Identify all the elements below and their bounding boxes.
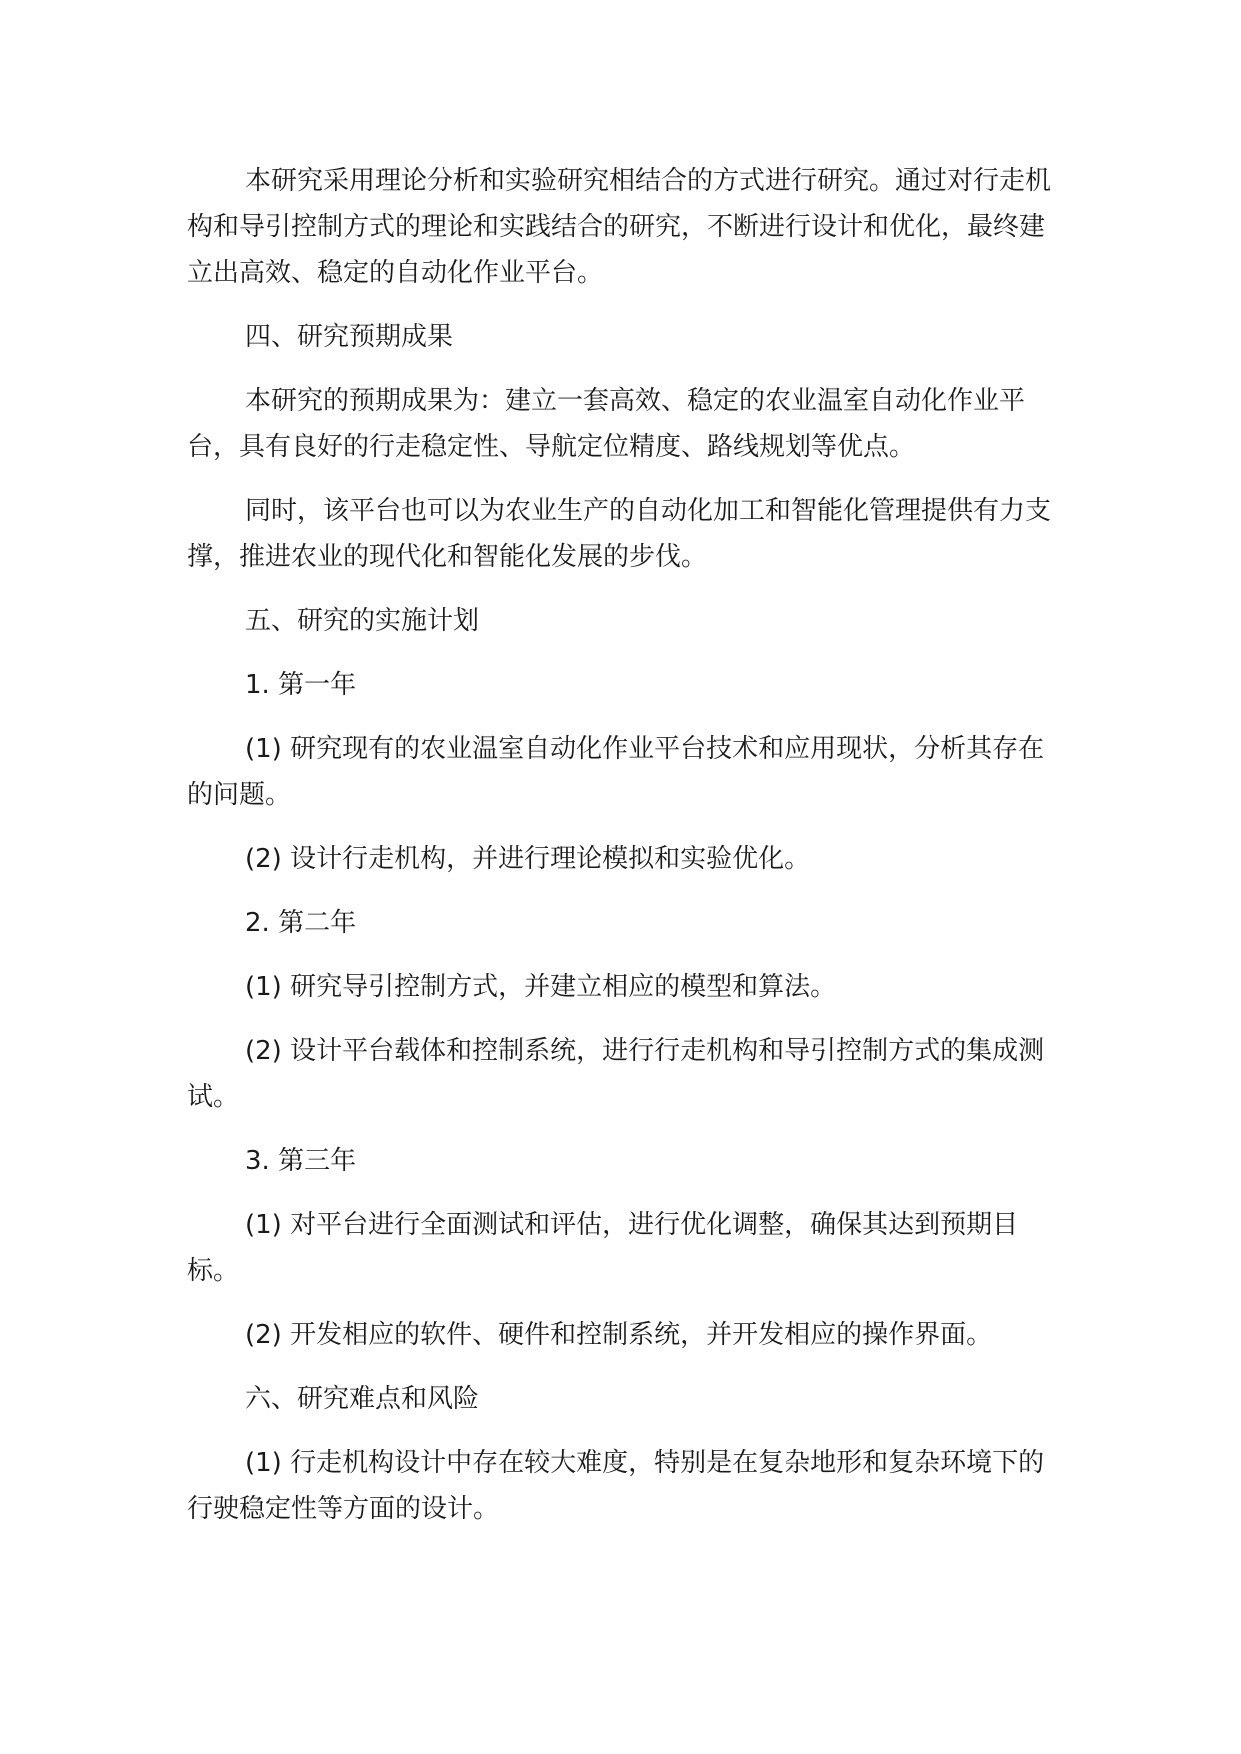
- list-item-year-one-2: (2) 设计行走机构，并进行理论模拟和实验优化。: [245, 844, 811, 874]
- subheading-year-one: 1. 第一年: [245, 670, 357, 700]
- paragraph-platform-support: 同时，该平台也可以为农业生产的自动化加工和智能化管理提供有力支撑，推进农业的现代化和智能化发展的步伐。: [187, 496, 1052, 572]
- subheading-year-three: 3. 第三年: [245, 1146, 357, 1176]
- list-item-difficulty-1: (1) 行走机构设计中存在较大难度，特别是在复杂地形和复杂环境下的行驶稳定性等方面的设计。: [187, 1448, 1045, 1524]
- document-body: [187, 158, 1067, 1532]
- list-item-year-three-1: (1) 对平台进行全面测试和评估，进行优化调整，确保其达到预期目标。: [187, 1210, 1019, 1286]
- list-item-year-three-2: (2) 开发相应的软件、硬件和控制系统，并开发相应的操作界面。: [245, 1320, 993, 1350]
- section-heading-difficulties-risks: 六、研究难点和风险: [245, 1384, 480, 1414]
- list-item-year-one-1: (1) 研究现有的农业温室自动化作业平台技术和应用现状，分析其存在的问题。: [187, 734, 1045, 810]
- paragraph-expected-results: 本研究的预期成果为：建立一套高效、稳定的农业温室自动化作业平台，具有良好的行走稳定性、导航定位精度、路线规划等优点。: [187, 386, 1026, 462]
- list-item-year-two-2: (2) 设计平台载体和控制系统，进行行走机构和导引控制方式的集成测试。: [187, 1036, 1045, 1112]
- subheading-year-two: 2. 第二年: [245, 908, 357, 938]
- section-heading-expected-results: 四、研究预期成果: [245, 322, 454, 352]
- section-heading-implementation-plan: 五、研究的实施计划: [245, 606, 480, 636]
- paragraph-methodology: 本研究采用理论分析和实验研究相结合的方式进行研究。通过对行走机构和导引控制方式的理论和实践结合的研究，不断进行设计和优化，最终建立出高效、稳定的自动化作业平台。: [187, 166, 1052, 288]
- list-item-year-two-1: (1) 研究导引控制方式，并建立相应的模型和算法。: [245, 972, 837, 1002]
